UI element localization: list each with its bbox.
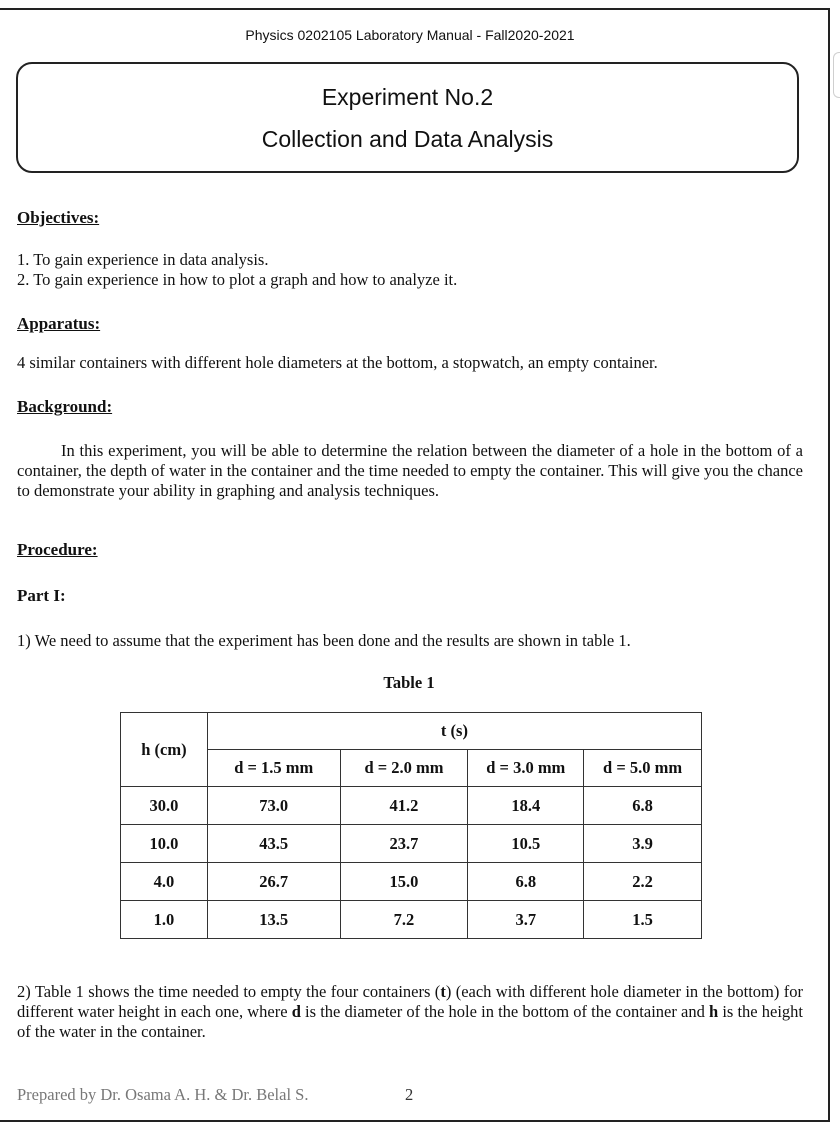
- t-cell: 7.2: [340, 901, 468, 939]
- table-row: [121, 901, 702, 939]
- symbol-h: h: [708, 1002, 719, 1021]
- column-header-d1: d = 1.5 mm: [207, 750, 340, 787]
- objectives-heading: Objectives:: [17, 208, 100, 227]
- t-cell: 26.7: [207, 863, 340, 901]
- t-cell: 6.8: [468, 863, 584, 901]
- t-cell: 73.0: [207, 787, 340, 825]
- t-cell: 3.9: [584, 825, 702, 863]
- t-cell: 23.7: [340, 825, 468, 863]
- column-header-d4: d = 5.0 mm: [584, 750, 702, 787]
- apparatus-text: 4 similar containers with different hole diameters at the bottom, a stopwatch, an empty container.: [17, 353, 658, 372]
- h-cell: 1.0: [121, 901, 208, 939]
- objective-item-1: 1. To gain experience in data analysis.: [17, 250, 269, 269]
- column-header-d2: d = 2.0 mm: [340, 750, 468, 787]
- procedure-step-1: 1) We need to assume that the experiment has been done and the results are shown in table 1.: [17, 631, 631, 650]
- h-cell: 10.0: [121, 825, 208, 863]
- h-cell: 30.0: [121, 787, 208, 825]
- symbol-t: t: [440, 982, 446, 1001]
- page-border: [0, 8, 830, 1122]
- t-cell: 1.5: [584, 901, 702, 939]
- table-caption: Table 1: [383, 673, 435, 692]
- part-heading: Part I:: [17, 586, 66, 605]
- t-cell: 43.5: [207, 825, 340, 863]
- t-cell: 10.5: [468, 825, 584, 863]
- procedure-step-2: [17, 982, 803, 1042]
- title-box: [16, 62, 799, 173]
- t-cell: 6.8: [584, 787, 702, 825]
- step2-text: is the height of the water in the container.: [17, 1002, 804, 1041]
- apparatus-heading: Apparatus:: [17, 314, 101, 333]
- t-cell: 13.5: [207, 901, 340, 939]
- footer-prepared-by: Prepared by Dr. Osama A. H. & Dr. Belal S.: [17, 1085, 309, 1104]
- table-row: [121, 825, 702, 863]
- t-cell: 41.2: [340, 787, 468, 825]
- experiment-title: Collection and Data Analysis: [261, 126, 554, 152]
- step2-text: ) (each with different hole diameter in the bottom) for different water height in each one, where: [17, 982, 803, 1021]
- table-row: [121, 863, 702, 901]
- procedure-heading: Procedure:: [17, 540, 98, 559]
- table-row: [121, 787, 702, 825]
- t-cell: 15.0: [340, 863, 468, 901]
- t-cell: 18.4: [468, 787, 584, 825]
- page-number: 2: [405, 1085, 414, 1104]
- h-header: h (cm): [121, 713, 208, 787]
- adjacent-page-edge: [833, 52, 840, 98]
- t-cell: 2.2: [584, 863, 702, 901]
- step2-text: 2) Table 1 shows the time needed to empty the four containers (: [17, 982, 441, 1001]
- experiment-number: Experiment No.2: [321, 84, 494, 110]
- step2-text: is the diameter of the hole in the bottom of the container and: [300, 1002, 709, 1021]
- symbol-d: d: [291, 1002, 301, 1021]
- background-heading: Background:: [17, 397, 113, 416]
- running-header: Physics 0202105 Laboratory Manual - Fall2020-2021: [245, 27, 575, 43]
- background-text: In this experiment, you will be able to determine the relation between the diameter of a hole in the bottom of a container, the depth of water in the container and the time needed to empty the container. This will give you the chance to demonstrate your ability in graphing and analysis techniques.: [17, 441, 803, 500]
- column-header-d3: d = 3.0 mm: [468, 750, 584, 787]
- data-table: [120, 712, 702, 939]
- objective-item-2: 2. To gain experience in how to plot a graph and how to analyze it.: [17, 270, 458, 289]
- t-cell: 3.7: [468, 901, 584, 939]
- h-cell: 4.0: [121, 863, 208, 901]
- t-header: t (s): [207, 713, 701, 750]
